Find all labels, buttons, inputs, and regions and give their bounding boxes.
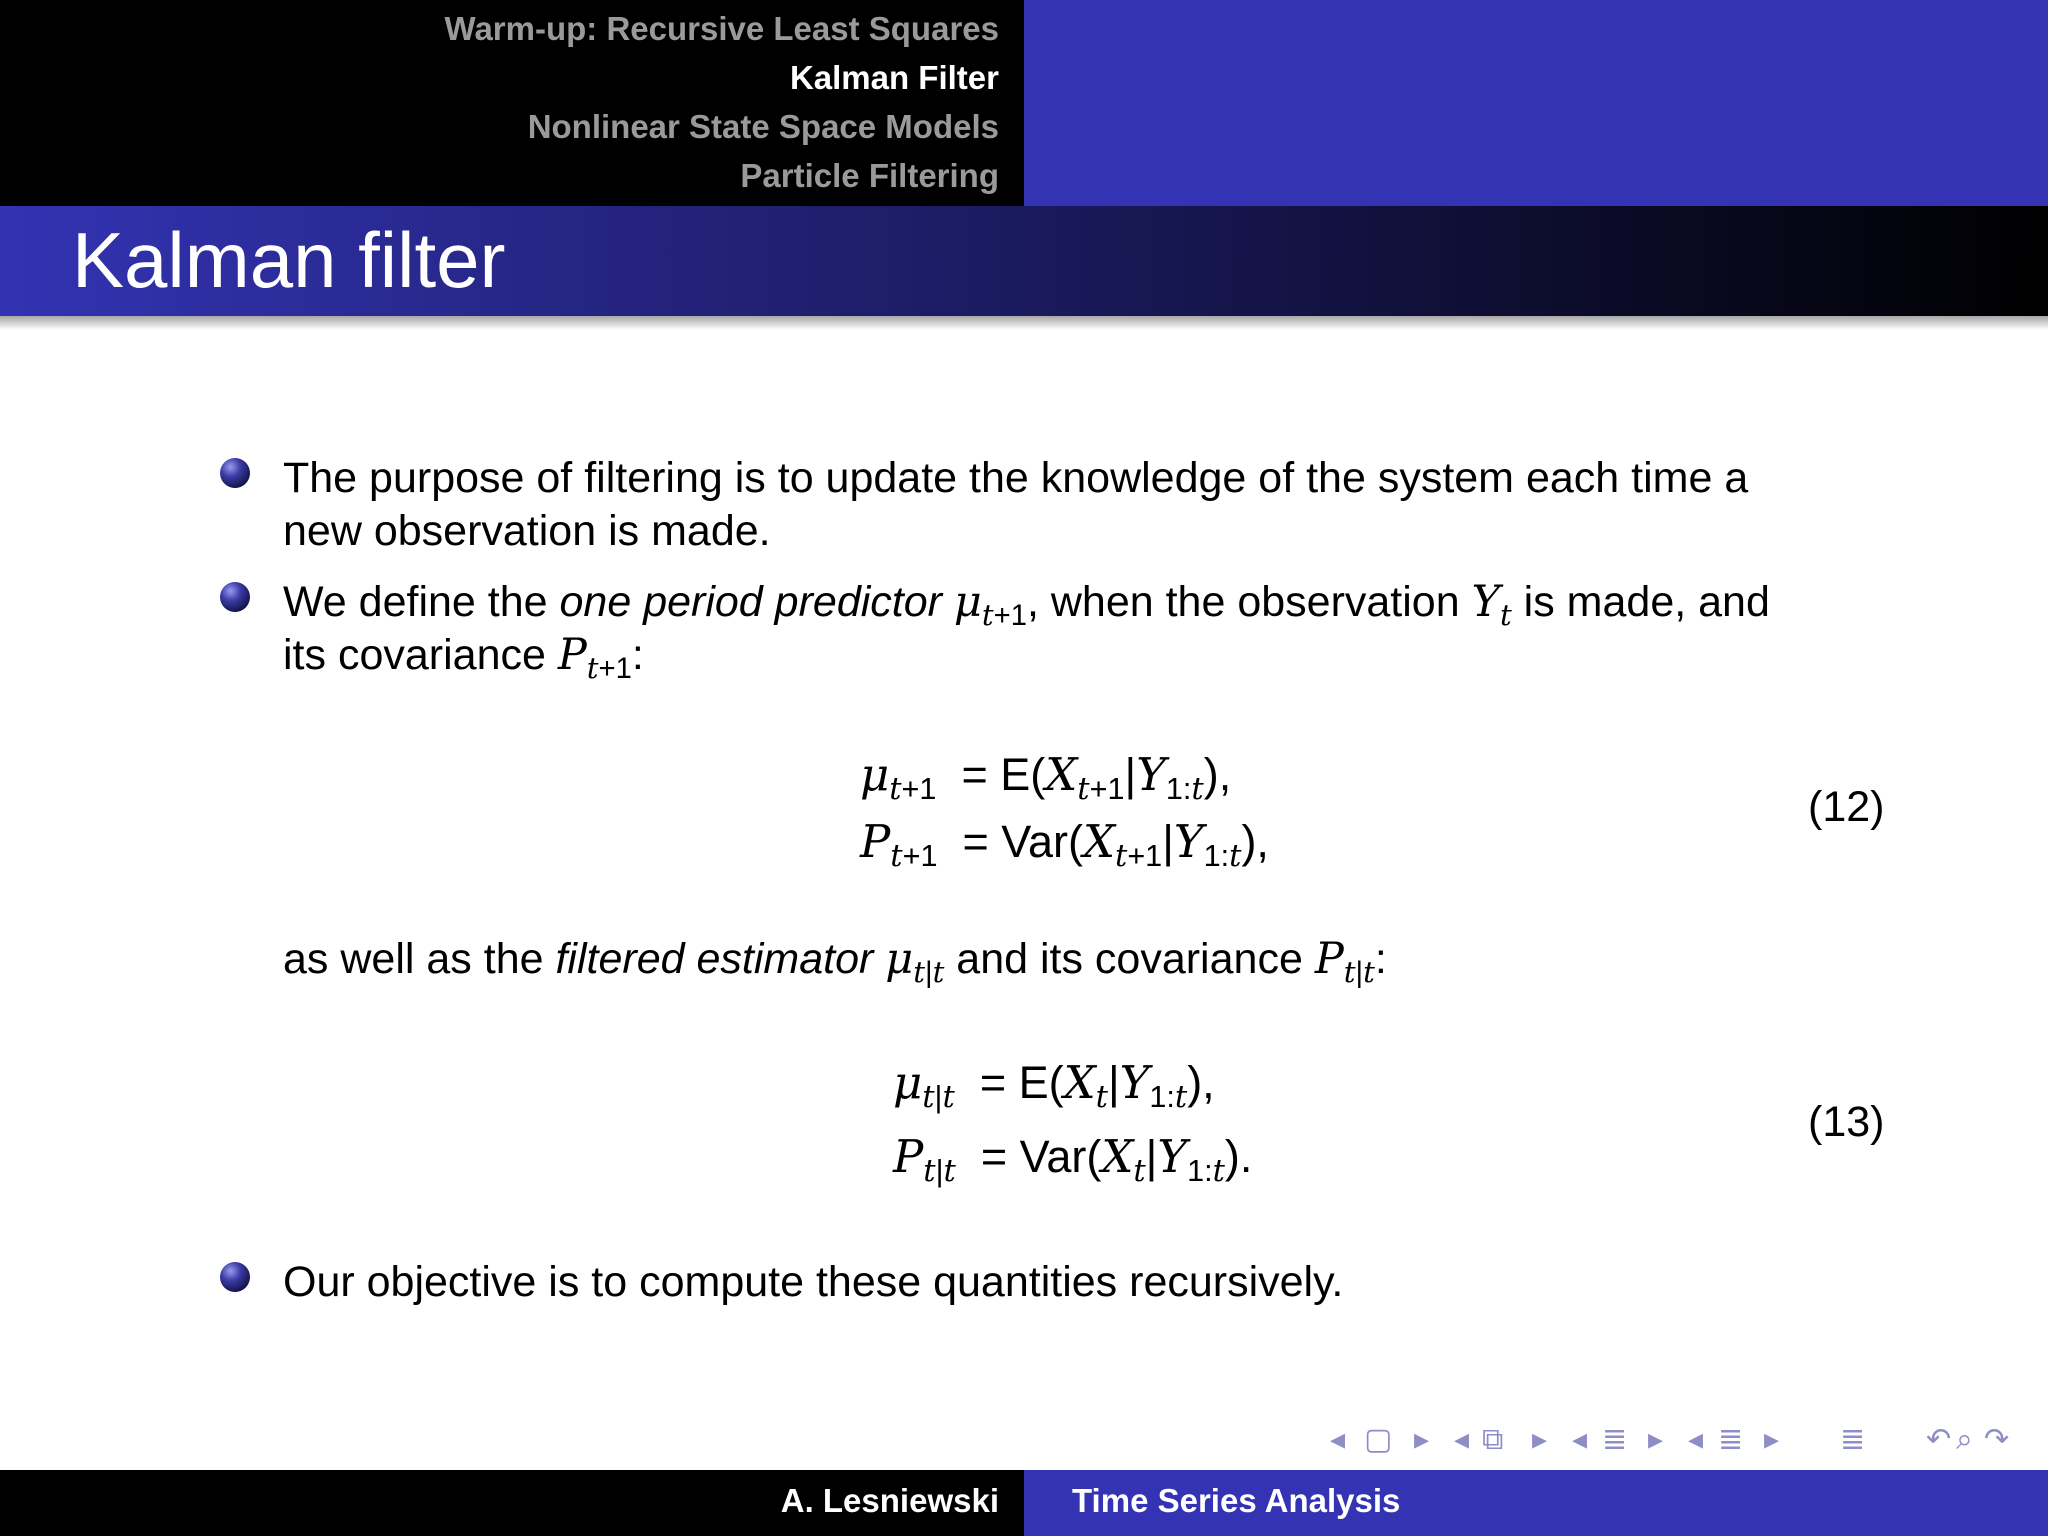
text-fragment: and its covariance <box>944 935 1315 983</box>
bullet-marker <box>220 1262 250 1292</box>
bullet-1-line-2: new observation is made. <box>283 507 771 555</box>
text-fragment: its covariance <box>283 631 558 679</box>
equation-number-12: (12) <box>1808 783 1885 831</box>
appendix-icon[interactable]: ≣ <box>1840 1422 1866 1457</box>
bullet-1-line-1: The purpose of filtering is to update the knowledge of the system each time a <box>283 454 1749 502</box>
header-right-panel <box>1024 0 2048 206</box>
document-icon[interactable]: ≣ <box>1718 1422 1744 1457</box>
bullet-2-line-2 <box>283 629 644 685</box>
equation-13-row-1: $\mu_{t|t} = E(X_t|Y_{1:t})$, <box>893 1056 1215 1116</box>
footer-author: A. Lesniewski <box>780 1482 999 1519</box>
equation-13-row-2: $P_{t|t} = Var(X_t|Y_{1:t})$. <box>893 1130 1253 1190</box>
equation-12-row-2: $P_{t+1} = Var(X_{t+1}|Y_{1:t})$, <box>860 815 1269 875</box>
subsection-icon[interactable]: ⧉ <box>1482 1422 1504 1457</box>
equation-12-row-1: $\mu_{t+1} = E(X_{t+1}|Y_{1:t})$, <box>860 748 1232 808</box>
nav-section-warmup[interactable]: Warm-up: Recursive Least Squares <box>444 10 999 47</box>
prev-section-arrow-icon[interactable]: ◂ <box>1572 1422 1588 1457</box>
next-document-arrow-icon[interactable]: ▸ <box>1764 1422 1780 1457</box>
bullet-marker <box>220 582 250 612</box>
section-icon[interactable]: ≣ <box>1602 1422 1628 1457</box>
prev-subsection-arrow-icon[interactable]: ◂ <box>1454 1422 1470 1457</box>
navigation-symbols <box>1330 1422 2040 1462</box>
title-shadow <box>0 316 2048 330</box>
back-icon[interactable]: ↶ <box>1926 1422 1952 1457</box>
text-fragment: : <box>1374 935 1387 983</box>
search-icon[interactable]: ⌕ <box>1956 1422 1973 1457</box>
footer-talk-title: Time Series Analysis <box>1072 1482 1401 1519</box>
slide-title: Kalman filter <box>72 216 506 304</box>
math-mu-t-plus-1: $\mu_{t+1}$ <box>953 577 1027 632</box>
paragraph-filtered-estimator <box>283 933 1387 989</box>
next-section-arrow-icon[interactable]: ▸ <box>1648 1422 1664 1457</box>
text-fragment: , when the observation <box>1026 578 1472 626</box>
next-subsection-arrow-icon[interactable]: ▸ <box>1532 1422 1548 1457</box>
bullet-3-text: Our objective is to compute these quantities recursively. <box>283 1258 1344 1306</box>
nav-section-particle[interactable]: Particle Filtering <box>740 157 999 194</box>
term-one-period-predictor: one period predictor <box>559 578 942 626</box>
bullet-marker <box>220 458 250 488</box>
prev-document-arrow-icon[interactable]: ◂ <box>1688 1422 1704 1457</box>
math-p-t-given-t: $P_{t|t}$ <box>1314 934 1375 989</box>
text-fragment: : <box>631 631 644 679</box>
math-p-t-plus-1: $P_{t+1}$ <box>557 630 632 685</box>
prev-frame-arrow-icon[interactable]: ◂ <box>1330 1422 1346 1457</box>
text-fragment: as well as the <box>283 935 556 983</box>
math-mu-t-given-t: $\mu_{t|t}$ <box>885 934 945 989</box>
text-fragment: We define the <box>283 578 560 626</box>
frame-icon[interactable]: ▢ <box>1364 1422 1393 1457</box>
bullet-2-line-1 <box>283 576 1770 632</box>
nav-section-nonlinear[interactable]: Nonlinear State Space Models <box>527 108 999 145</box>
text-fragment: is made, and <box>1511 578 1770 626</box>
next-frame-arrow-icon[interactable]: ▸ <box>1414 1422 1430 1457</box>
term-filtered-estimator: filtered estimator <box>555 935 874 983</box>
forward-icon[interactable]: ↷ <box>1984 1422 2010 1457</box>
math-y-t: $Y_t$ <box>1471 577 1512 632</box>
nav-section-kalman-filter[interactable]: Kalman Filter <box>789 59 999 96</box>
equation-number-13: (13) <box>1808 1098 1885 1146</box>
